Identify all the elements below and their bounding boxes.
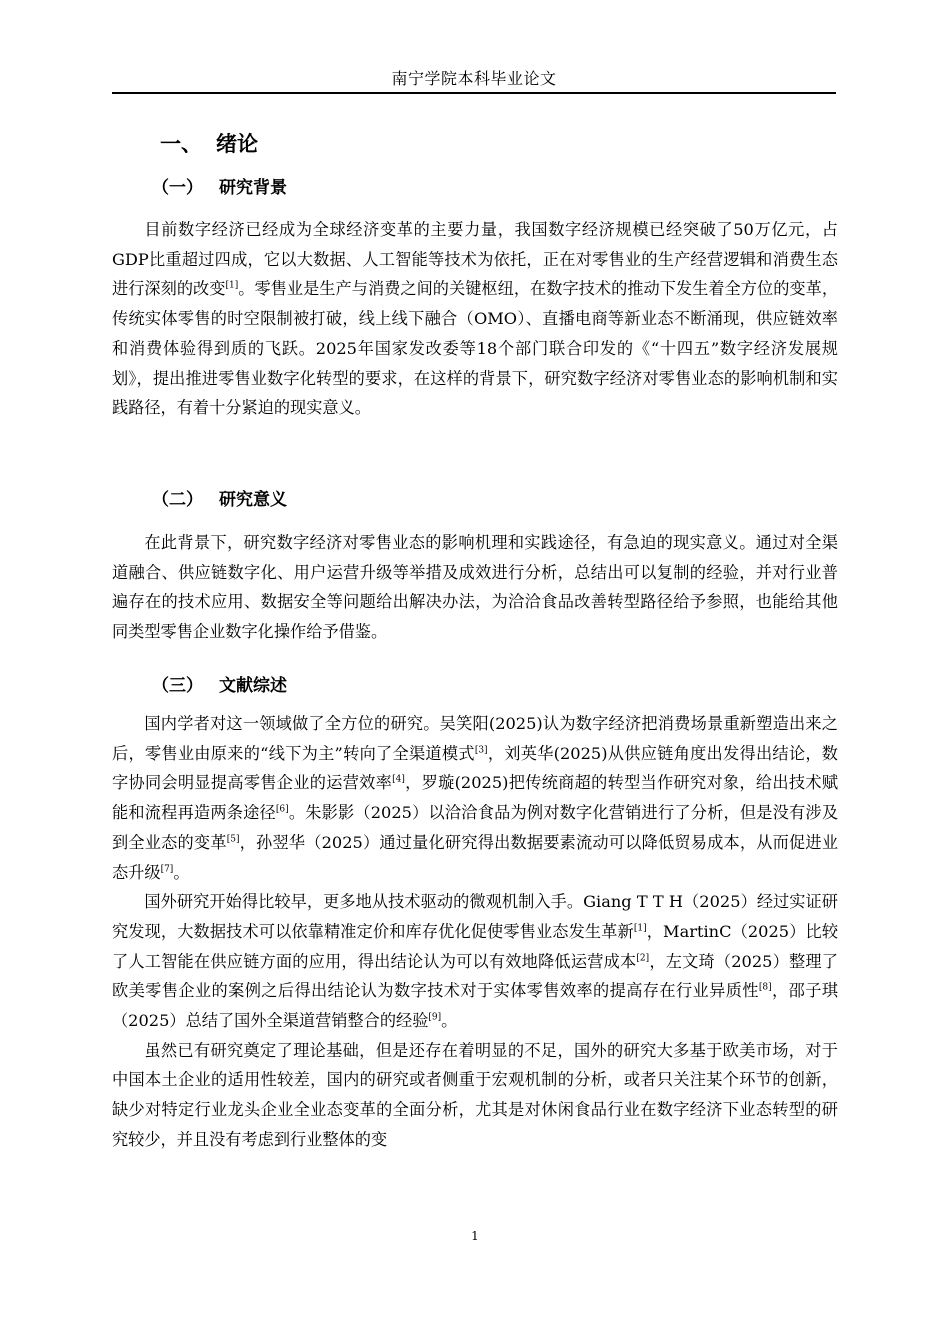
paragraph-text: ，左文琦（2025）整理了欧美零售企业的案例之后得出结论认为数字技术对于实体零售效率的提高存在行业异质性 bbox=[112, 951, 838, 1001]
paragraph-text: 在此背景下，研究数字经济对零售业态的影响机理和实践途径，有急迫的现实意义。通过对全渠道融合、供应链数字化、用户运营升级等举措及成效进行分析，总结出可以复制的经验，并对行业普遍存在的技术应用、数据安全等问题给出解决办法，为洽洽食品改善转型路径给予参照，也能给其他同类型零售企业数字化操作给予借鉴。 bbox=[112, 533, 838, 642]
paragraph-text: 。 bbox=[173, 862, 190, 882]
section-number: （一） bbox=[152, 178, 203, 198]
header-rule bbox=[112, 92, 836, 94]
chapter-heading bbox=[160, 130, 258, 158]
paragraph-text: ，孙翌华（2025）通过量化研究得出数据要素流动可以降低贸易成本，从而促进业态升级 bbox=[112, 832, 839, 882]
citation-ref: [7] bbox=[160, 864, 174, 875]
paragraph-text: 。零售业是生产与消费之间的关键枢纽，在数字技术的推动下发生着全方位的变革，传统实体零售的时空限制被打破，线上线下融合（OMO）、直播电商等新业态不断涌现，供应链效率和消费体验得到质的飞跃。2025年国家发改委等18个部门联合印发的《“十四五”数字经济发展规划》，提出推进零售业数字化转型的要求，在这样的背景下，研究数字经济对零售业态的影响机制和实践路径，有着十分紧迫的现实意义。 bbox=[112, 279, 839, 418]
citation-ref: [9] bbox=[428, 1012, 442, 1023]
paragraph-text: ，邵子琪（2025）总结了国外全渠道营销整合的经验 bbox=[112, 981, 839, 1031]
citation-ref: [6] bbox=[275, 804, 289, 815]
paragraph bbox=[112, 215, 838, 423]
paragraph-text: ，刘英华(2025)从供应链角度出发得出结论，数字协同会明显提高零售企业的运营效率 bbox=[112, 743, 838, 793]
chapter-title: 绪论 bbox=[216, 131, 258, 156]
section-heading-significance bbox=[152, 488, 287, 512]
citation-ref: [5] bbox=[226, 834, 240, 845]
citation-ref: [1] bbox=[633, 923, 647, 934]
paragraph-text: ，MartinC（2025）比较了人工智能在供应链方面的应用，得出结论认为可以有效地降低运营成本 bbox=[112, 921, 839, 971]
paragraph-text: 虽然已有研究奠定了理论基础，但是还存在着明显的不足，国外的研究大多基于欧美市场，对于中国本土企业的适用性较差，国内的研究或者侧重于宏观机制的分析，或者只关注某个环节的创新，缺少对特定行业龙头企业全业态变革的全面分析，尤其是对休闲食品行业在数字经济下业态转型的研究较少，并且没有考虑到行业整体的变 bbox=[112, 1040, 838, 1149]
section-number: （二） bbox=[152, 490, 203, 510]
section-number: （三） bbox=[152, 676, 203, 696]
paragraph-text: 国内学者对这一领域做了全方位的研究。吴笑阳(2025)认为数字经济把消费场景重新塑造出来之后，零售业由原来的“线下为主”转向了全渠道模式 bbox=[112, 714, 838, 763]
paragraph-text: 目前数字经济已经成为全球经济变革的主要力量，我国数字经济规模已经突破了50万亿元，占GDP比重超过四成，它以大数据、人工智能等技术为依托，正在对零售业的生产经营逻辑和消费生态进行深刻的改变 bbox=[112, 220, 838, 299]
page-header: 南宁学院本科毕业论文 bbox=[391, 69, 557, 88]
paragraph-text: 国外研究开始得比较早，更多地从技术驱动的微观机制入手。Giang T T H（2025）经过实证研究发现，大数据技术可以依靠精准定价和库存优化促使零售业态发生革新 bbox=[112, 892, 838, 941]
page-number: 1 bbox=[471, 1229, 479, 1243]
paragraph-text: ，罗璇(2025)把传统商超的转型当作研究对象，给出技术赋能和流程再造两条途径 bbox=[112, 773, 839, 823]
section-title: 研究背景 bbox=[219, 178, 287, 198]
section-heading-background bbox=[152, 176, 287, 200]
chapter-number: 一、 bbox=[160, 131, 202, 156]
section-title: 研究意义 bbox=[219, 490, 287, 510]
paragraph bbox=[112, 887, 838, 1036]
paragraph bbox=[112, 709, 838, 887]
section-body-literature bbox=[112, 709, 838, 1155]
section-heading-literature bbox=[152, 674, 287, 698]
citation-ref: [1] bbox=[225, 281, 239, 292]
section-title: 文献综述 bbox=[219, 676, 287, 696]
citation-ref: [8] bbox=[758, 982, 772, 993]
paragraph-text: 。 bbox=[441, 1011, 458, 1031]
paragraph-text: 。朱影影（2025）以洽洽食品为例对数字化营销进行了分析，但是没有涉及到全业态的变革 bbox=[112, 803, 839, 852]
paragraph bbox=[112, 1036, 838, 1155]
citation-ref: [4] bbox=[392, 775, 405, 786]
paragraph bbox=[112, 528, 838, 647]
citation-ref: [3] bbox=[474, 745, 488, 756]
citation-ref: [2] bbox=[636, 953, 650, 964]
section-body-significance bbox=[112, 528, 838, 647]
section-body-background bbox=[112, 215, 838, 423]
